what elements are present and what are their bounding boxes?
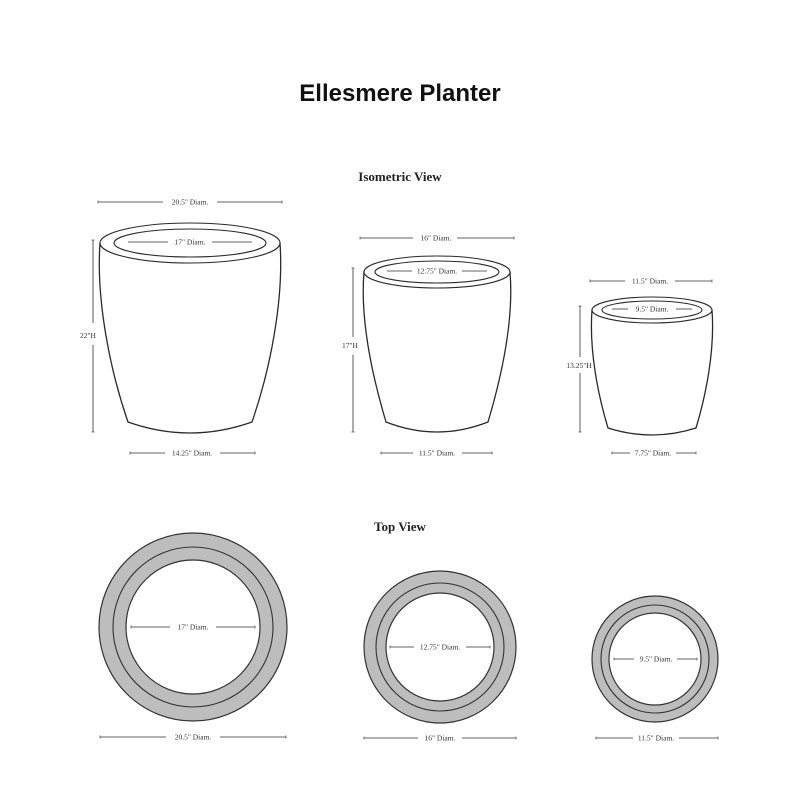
- top-large-inner-label: 17" Diam.: [177, 622, 209, 632]
- isometric-small-planter: [566, 277, 712, 458]
- isometric-large-planter: [80, 198, 282, 458]
- small-inner-diameter-label: 9.5" Diam.: [635, 304, 669, 314]
- top-medium-inner-label: 12.75" Diam.: [419, 642, 461, 652]
- large-inner-diameter-label: 17" Diam.: [174, 237, 206, 247]
- medium-height-label: 17"H: [342, 341, 358, 350]
- large-base-diameter-label: 14.25" Diam.: [171, 448, 213, 458]
- medium-top-diameter-label: 16" Diam.: [420, 233, 452, 243]
- top-view-large-ring: [99, 533, 287, 742]
- small-height-label: 13.25"H: [566, 361, 592, 370]
- large-height-label: 22"H: [80, 331, 96, 340]
- small-planter-body: [591, 310, 712, 435]
- top-view-medium-ring: [364, 571, 516, 743]
- small-top-diameter-label: 11.5" Diam.: [631, 276, 669, 286]
- large-top-diameter-label: 20.5" Diam.: [171, 197, 209, 207]
- medium-base-diameter-label: 11.5" Diam.: [418, 448, 456, 458]
- small-base-diameter-label: 7.75" Diam.: [634, 448, 672, 458]
- top-medium-outer-label: 16" Diam.: [424, 733, 456, 743]
- isometric-view-heading: Isometric View: [358, 169, 442, 184]
- large-planter-body: [99, 243, 280, 433]
- top-small-outer-label: 11.5" Diam.: [637, 733, 675, 743]
- top-view-heading: Top View: [374, 519, 426, 534]
- medium-inner-diameter-label: 12.75" Diam.: [416, 266, 458, 276]
- medium-planter-body: [363, 272, 511, 432]
- page-title: Ellesmere Planter: [299, 80, 501, 107]
- top-view-small-ring: [592, 596, 718, 743]
- top-large-outer-label: 20.5" Diam.: [174, 732, 212, 742]
- top-small-inner-label: 9.5" Diam.: [639, 654, 673, 664]
- isometric-medium-planter: [342, 234, 514, 458]
